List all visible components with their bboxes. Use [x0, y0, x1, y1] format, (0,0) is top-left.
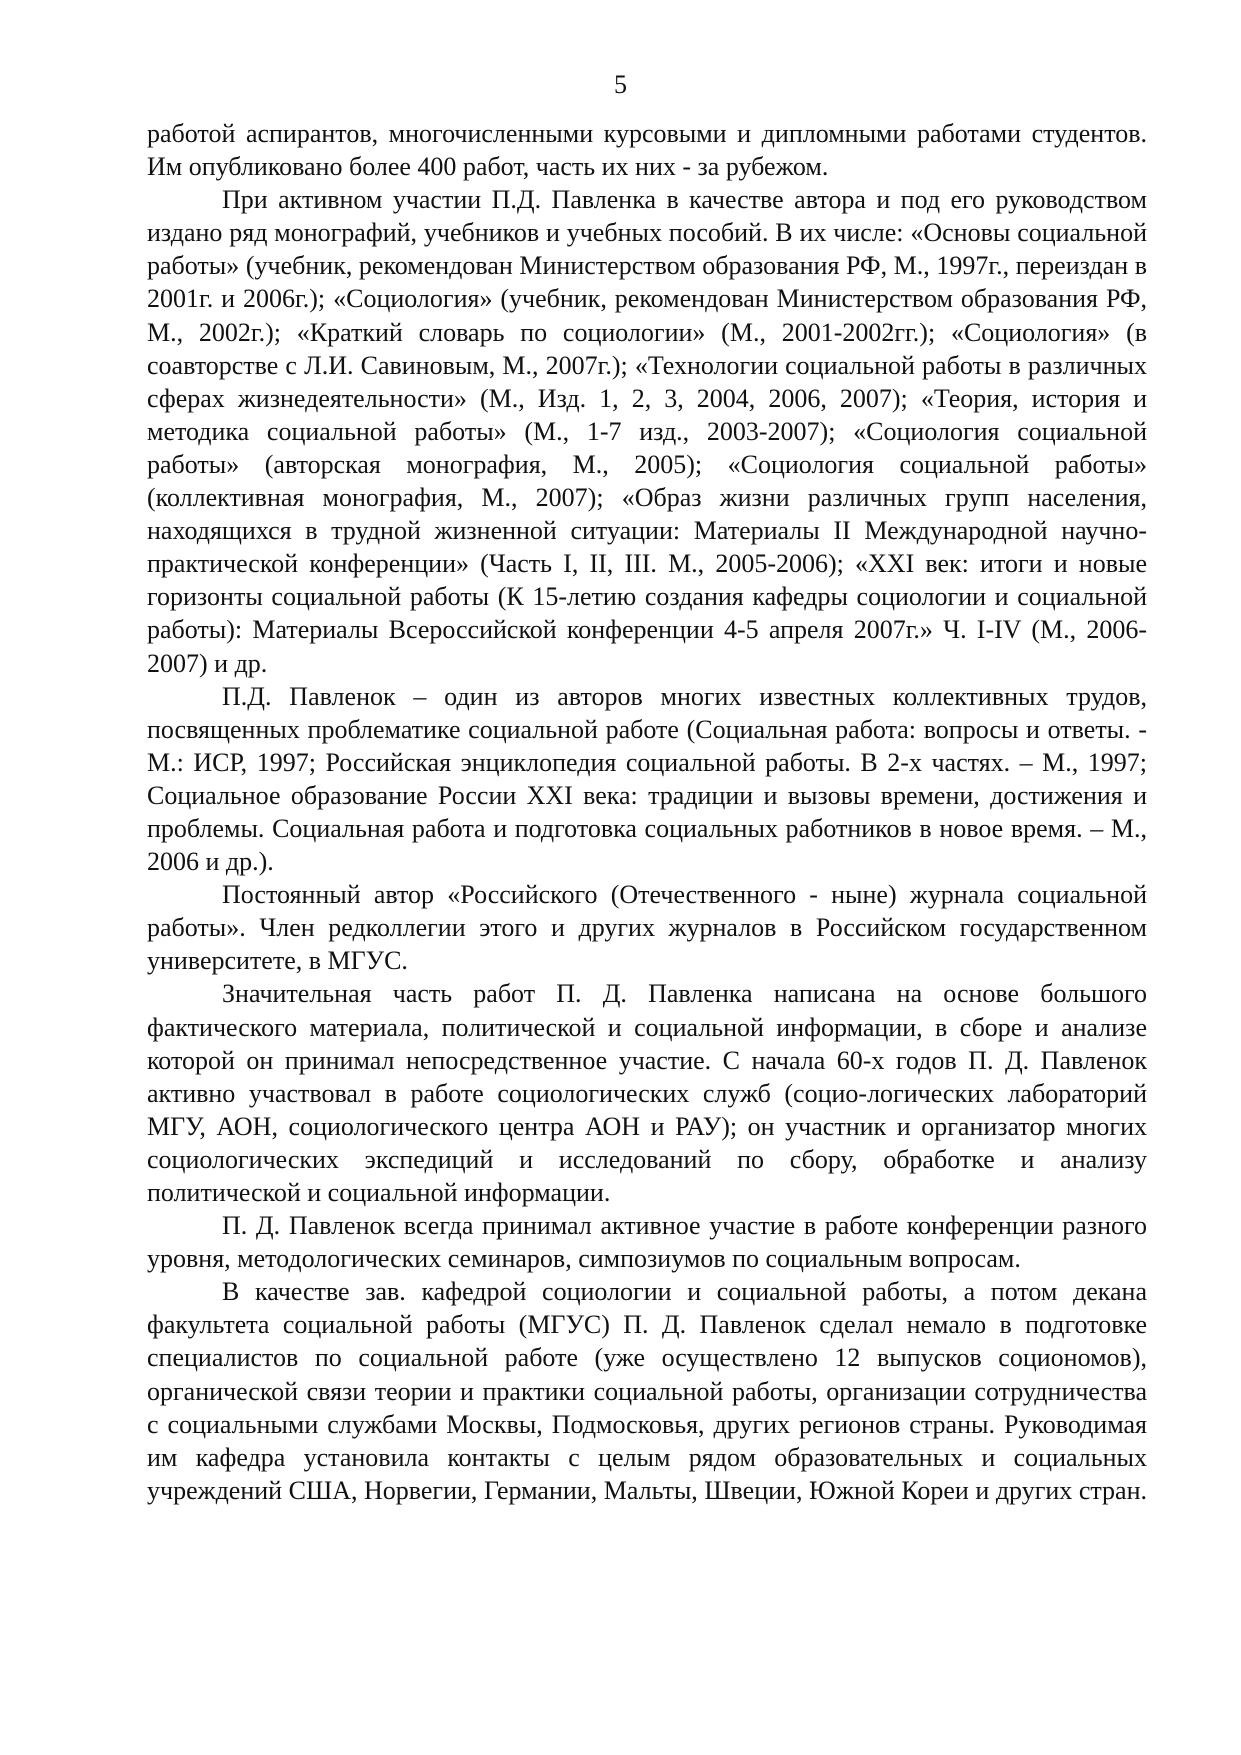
paragraph: П.Д. Павленок – один из авторов многих известных коллективных трудов, посвященных проблематике социальной работе (Социальная работа: вопросы и ответы. - М.: ИСР, 1997; Российская энциклопедия социальной работы. В 2-х частях. – М., 1997; Социальное образование России XXI века: традиции и вызовы времени, достижения и проблемы. Социальная работа и подготовка социальных работников в новое время. – М., 2006 и др.). [147, 681, 1147, 877]
page-body [147, 117, 1147, 1507]
paragraph: При активном участии П.Д. Павленка в качестве автора и под его руководством издано ряд монографий, учебников и учебных пособий. В их числе: «Основы социальной работы» (учебник, рекомендован Министерством образования РФ, М., 1997г., переиздан в 2001г. и 2006г.); «Социология» (учебник, рекомендован Министерством образования РФ, М., 2002г.); «Краткий словарь по социологии» (М., 2001-2002гг.); «Социология» (в соавторстве с Л.И. Савиновым, М., 2007г.); «Технологии социальной работы в различных сферах жизнедеятельности» (М., Изд. 1, 2, 3, 2004, 2006, 2007); «Теория, история и методика социальной работы» (М., 1-7 изд., 2003-2007); «Социология социальной работы» (авторская монография, М., 2005); «Социология социальной работы» (коллективная монография, М., 2007); «Образ жизни различных групп населения, находящихся в трудной жизненной ситуации: Материалы II Международной научно-практической конференции» (Часть I, II, III. М., 2005-2006); «XXI век: итоги и новые горизонты социальной работы (К 15-летию создания кафедры социологии и социальной работы): Материалы Всероссийской конференции 4-5 апреля 2007г.» Ч. I-IV (М., 2006-2007) и др. [147, 185, 1147, 678]
paragraph: В качестве зав. кафедрой социологии и социальной работы, а потом декана факультета социальной работы (МГУС) П. Д. Павленок сделал немало в подготовке специалистов по социальной работе (уже осуществлено 12 выпусков социономов), органической связи теории и практики социальной работы, организации сотрудничества с социальными службами Москвы, Подмосковья, других регионов страны. Руководимая им кафедра установила контакты с целым рядом образовательных и социальных учреждений США, Норвегии, Германии, Мальты, Швеции, Южной Кореи и других стран. [147, 1277, 1147, 1505]
paragraph: Значительная часть работ П. Д. Павленка написана на основе большого фактического материала, политической и социальной информации, в сборе и анализе которой он принимал непосредственное участие. С начала 60-х годов П. Д. Павленок активно участвовал в работе социологических служб (социо-логических лабораторий МГУ, АОН, социологического центра АОН и РАУ); он участник и организатор многих социологических экспедиций и исследований по сбору, обработке и анализу политической и социальной информации. [147, 979, 1147, 1207]
paragraph: работой аспирантов, многочисленными курсовыми и дипломными работами студентов. Им опубликовано более 400 работ, часть их них - за рубежом. [147, 119, 1147, 182]
paragraph: П. Д. Павленок всегда принимал активное участие в работе конференции разного уровня, методологических семинаров, симпозиумов по социальным вопросам. [147, 1211, 1147, 1274]
page-number: 5 [614, 70, 627, 99]
paragraph: Постоянный автор «Российского (Отечественного - ныне) журнала социальной работы». Член редколлегии этого и других журналов в Российском государственном университете, в МГУС. [147, 880, 1147, 976]
